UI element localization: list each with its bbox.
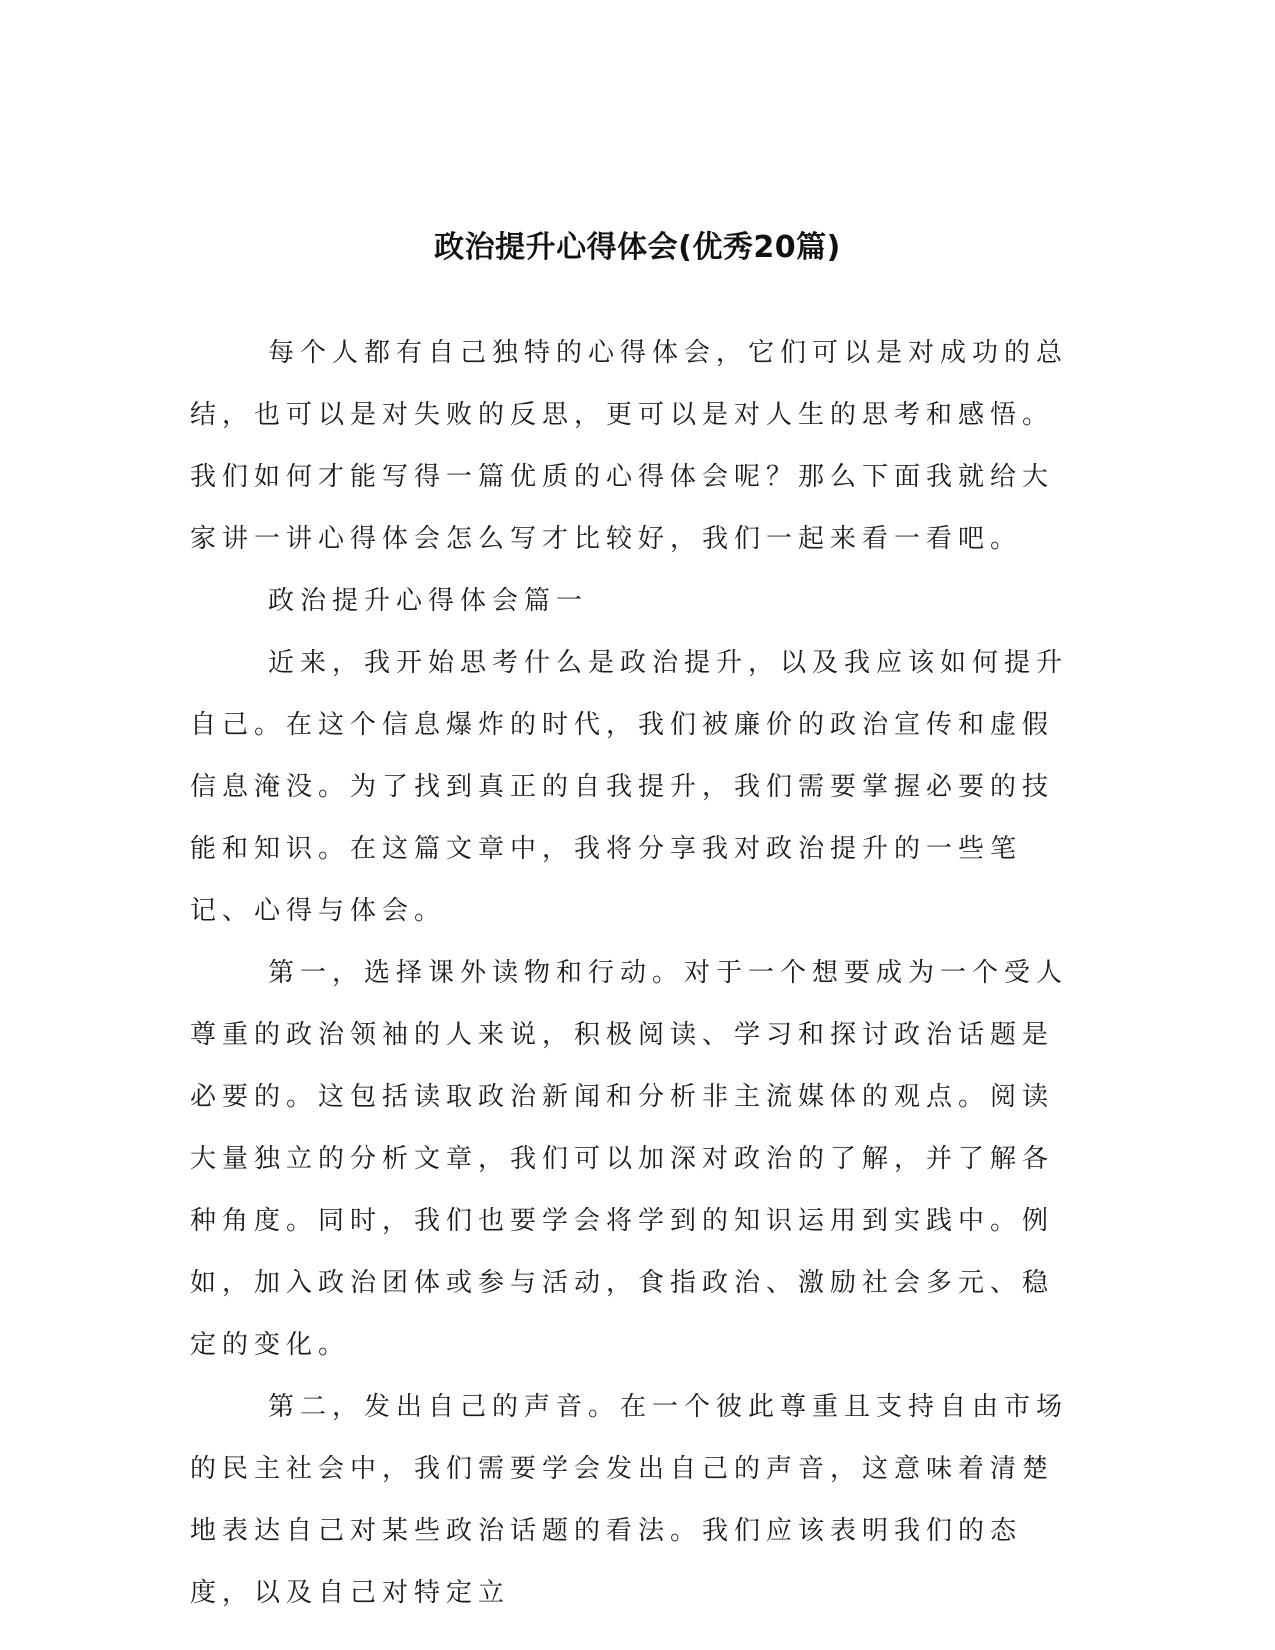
body-paragraph: 近来，我开始思考什么是政治提升，以及我应该如何提升自己。在这个信息爆炸的时代，我们被廉价的政治宣传和虚假信息淹没。为了找到真正的自我提升，我们需要掌握必要的技能和知识。在这篇文章中，我将分享我对政治提升的一些笔记、心得与体会。 <box>190 648 1069 926</box>
body-paragraph: 第二，发出自己的声音。在一个彼此尊重且支持自由市场的民主社会中，我们需要学会发出自己的声音，这意味着清楚地表达自己对某些政治话题的看法。我们应该表明我们的态度，以及自己对特定立 <box>190 1392 1069 1608</box>
section-heading: 政治提升心得体会篇一 <box>268 586 589 616</box>
document-body <box>190 322 1070 1624</box>
body-paragraph: 第一，选择课外读物和行动。对于一个想要成为一个受人尊重的政治领袖的人来说，积极阅读、学习和探讨政治话题是必要的。这包括读取政治新闻和分析非主流媒体的观点。阅读大量独立的分析文章，我们可以加深对政治的了解，并了解各种角度。同时，我们也要学会将学到的知识运用到实践中。例如，加入政治团体或参与活动，食指政治、激励社会多元、稳定的变化。 <box>190 958 1069 1360</box>
document-title: 政治提升心得体会(优秀20篇) <box>434 230 841 266</box>
intro-paragraph: 每个人都有自己独特的心得体会，它们可以是对成功的总结，也可以是对失败的反思，更可以是对人生的思考和感悟。我们如何才能写得一篇优质的心得体会呢？那么下面我就给大家讲一讲心得体会怎么写才比较好，我们一起来看一看吧。 <box>190 338 1069 554</box>
